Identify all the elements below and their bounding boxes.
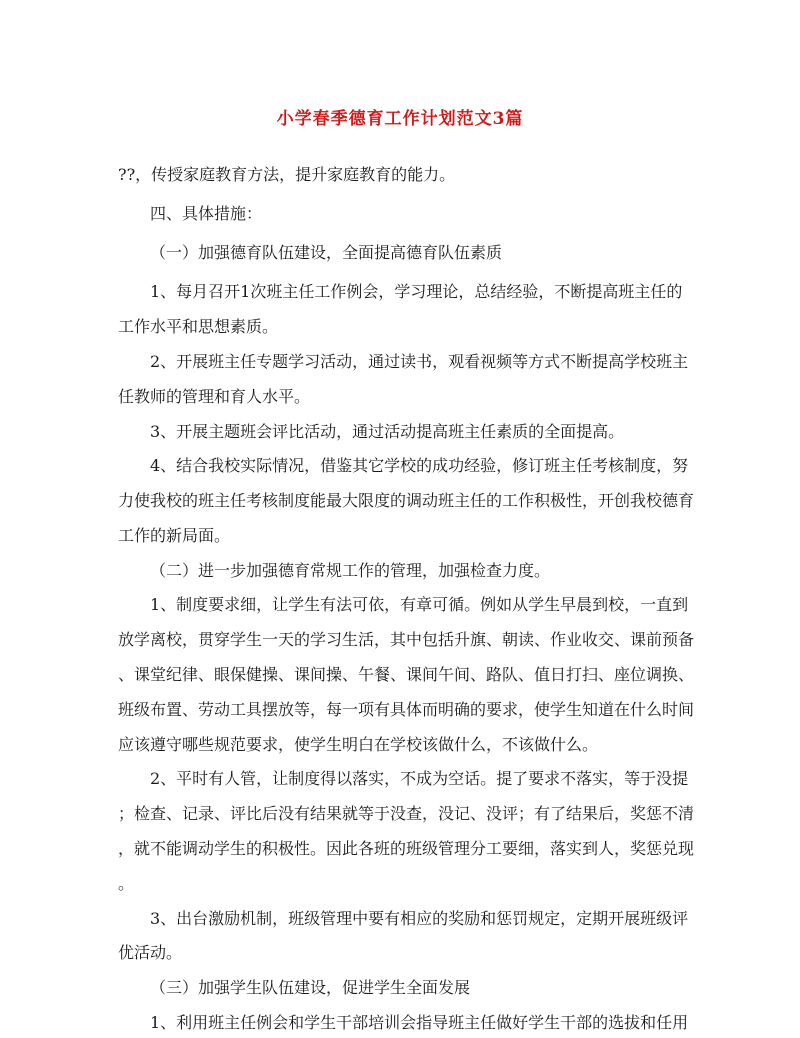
paragraph-line: （二）进一步加强德育常规工作的管理，加强检查力度。 — [150, 561, 551, 580]
paragraph-line: 2、平时有人管，让制度得以落实，不成为空话。提了要求不落实，等于没提 — [150, 769, 689, 788]
paragraph-line: 3、出台激励机制，班级管理中要有相应的奖励和惩罚规定，定期开展班级评 — [150, 909, 689, 928]
paragraph-line: 优活动。 — [118, 943, 183, 962]
paragraph-line: 1、每月召开1次班主任工作例会，学习理论，总结经验，不断提高班主任的 — [150, 282, 683, 301]
paragraph-line: （三）加强学生队伍建设，促进学生全面发展 — [150, 978, 471, 997]
paragraph-line: 1、利用班主任例会和学生干部培训会指导班主任做好学生干部的选拔和任用 — [150, 1013, 689, 1032]
paragraph-line: 1、制度要求细，让学生有法可依，有章可循。例如从学生早晨到校，一直到 — [150, 595, 689, 614]
paragraph-line: 四、具体措施： — [150, 204, 263, 223]
paragraph-line: （一）加强德育队伍建设，全面提高德育队伍素质 — [150, 243, 503, 262]
document-title: 小学春季德育工作计划范文3篇 — [276, 109, 524, 129]
paragraph-line: 班级布置、劳动工具摆放等，每一项有具体而明确的要求，使学生知道在什么时间 — [118, 700, 695, 719]
paragraph-line: 、课堂纪律、眼保健操、课间操、午餐、课间午间、路队、值日打扫、座位调换、 — [118, 665, 695, 684]
paragraph-line: 3、开展主题班会评比活动，通过活动提高班主任素质的全面提高。 — [150, 422, 625, 441]
paragraph-line: 4、结合我校实际情况，借鉴其它学校的成功经验，修订班主任考核制度，努 — [150, 456, 689, 475]
paragraph-line: 2、开展班主任专题学习活动，通过读书，观看视频等方式不断提高学校班主 — [150, 352, 689, 371]
paragraph-line: 工作水平和思想素质。 — [118, 317, 279, 336]
paragraph-line: 工作的新局面。 — [118, 526, 231, 545]
paragraph-line: ??，传授家庭教育方法，提升家庭教育的能力。 — [118, 165, 456, 184]
paragraph-line: 放学离校，贯穿学生一天的学习生活，其中包括升旗、朝读、作业收交、课前预备 — [118, 630, 695, 649]
paragraph-line: 力使我校的班主任考核制度能最大限度的调动班主任的工作积极性，开创我校德育 — [118, 491, 695, 510]
paragraph-line: 。 — [118, 874, 135, 893]
paragraph-line: ，就不能调动学生的积极性。因此各班的班级管理分工要细，落实到人，奖惩兑现 — [118, 839, 695, 858]
paragraph-line: ；检查、记录、评比后没有结果就等于没查，没记、没评；有了结果后，奖惩不清 — [118, 804, 695, 823]
paragraph-line: 应该遵守哪些规范要求，使学生明白在学校该做什么，不该做什么。 — [118, 735, 599, 754]
paragraph-line: 任教师的管理和育人水平。 — [118, 387, 311, 406]
